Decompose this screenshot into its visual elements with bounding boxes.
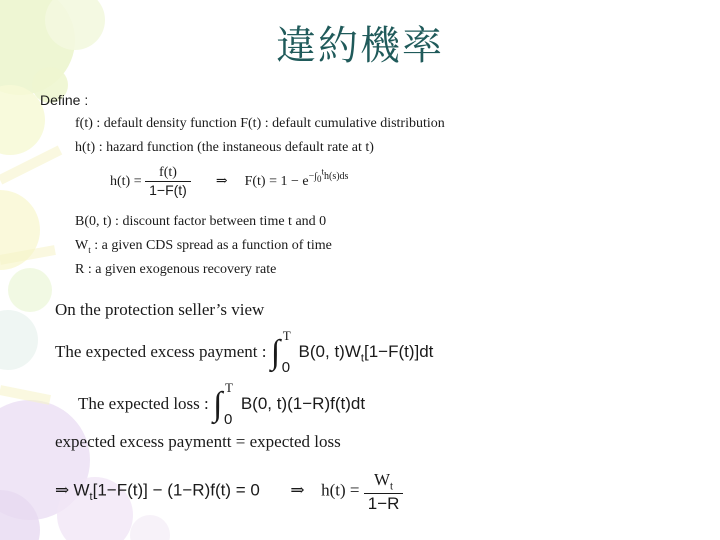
hazard-result-symbol: W	[374, 470, 391, 489]
excess-integrand-subscript: t	[360, 352, 364, 365]
hazard-definition: h(t) : hazard function (the instaneous default rate at t)	[75, 140, 374, 155]
hazard-result-lhs: h(t) =	[321, 480, 360, 500]
integral-lower-limit: 0	[281, 359, 291, 376]
slide-title: 違約機率	[276, 23, 444, 69]
excess-integrand: B(0, t)W	[298, 341, 361, 361]
discount-factor-definition: B(0, t) : discount factor between time t and 0	[75, 214, 327, 229]
implies-arrow: ⇒	[290, 480, 305, 500]
cds-spread-definition	[75, 238, 332, 255]
exponent-lower-limit: 0	[316, 174, 322, 185]
hazard-fraction	[145, 165, 191, 198]
exponent-integrand: h(s)ds	[324, 171, 349, 183]
exponent-integral: −∫	[308, 171, 317, 183]
define-label: Define :	[40, 92, 89, 108]
hazard-result-denominator: 1−R	[367, 494, 400, 514]
cdf-expression: F(t) = 1 − e	[244, 173, 309, 189]
density-definition: f(t) : default density function F(t) : default cumulative distribution	[75, 116, 445, 131]
hazard-result-subscript: t	[390, 480, 394, 493]
integral-upper-limit: T	[225, 380, 233, 395]
final-eq-body: [1−F(t)] − (1−R)f(t) = 0	[92, 480, 260, 500]
integral-sign: ∫ T 0	[270, 328, 291, 376]
expected-loss-label: The expected loss :	[78, 393, 209, 413]
integral-lower-limit: 0	[224, 411, 233, 428]
hazard-eq-lhs: h(t) =	[110, 173, 142, 189]
protection-seller-view: On the protection seller’s view	[55, 300, 265, 319]
excess-payment-label: The expected excess payment :	[55, 341, 267, 361]
cds-spread-symbol: W	[75, 238, 89, 253]
integral-upper-limit: T	[282, 328, 291, 343]
expected-excess-payment-equation	[55, 328, 434, 376]
hazard-fraction-numerator: f(t)	[145, 165, 191, 182]
recovery-rate-definition: R : a given exogenous recovery rate	[75, 262, 277, 277]
implies-arrow: ⇒	[215, 173, 228, 189]
hazard-fraction-denominator: 1−F(t)	[149, 182, 187, 199]
cds-spread-subscript: t	[88, 244, 91, 255]
implies-arrow: ⇒	[55, 480, 70, 500]
exponent-upper-limit: t	[321, 166, 324, 177]
equality-statement: expected excess paymentt = expected loss	[55, 432, 341, 451]
final-equation	[55, 470, 403, 514]
final-eq-subscript: t	[89, 491, 93, 504]
hazard-result-numerator	[364, 470, 404, 494]
expected-loss-equation	[78, 380, 366, 428]
integral-sign: ∫ T 0	[213, 380, 233, 428]
loss-integrand: B(0, t)(1−R)f(t)dt	[240, 393, 366, 413]
hazard-result-fraction	[364, 470, 404, 514]
excess-integrand-tail: [1−F(t)]dt	[363, 341, 434, 361]
final-eq-symbol: W	[73, 480, 90, 500]
cds-spread-text: : a given CDS spread as a function of time	[90, 238, 332, 253]
hazard-equation	[110, 165, 348, 198]
